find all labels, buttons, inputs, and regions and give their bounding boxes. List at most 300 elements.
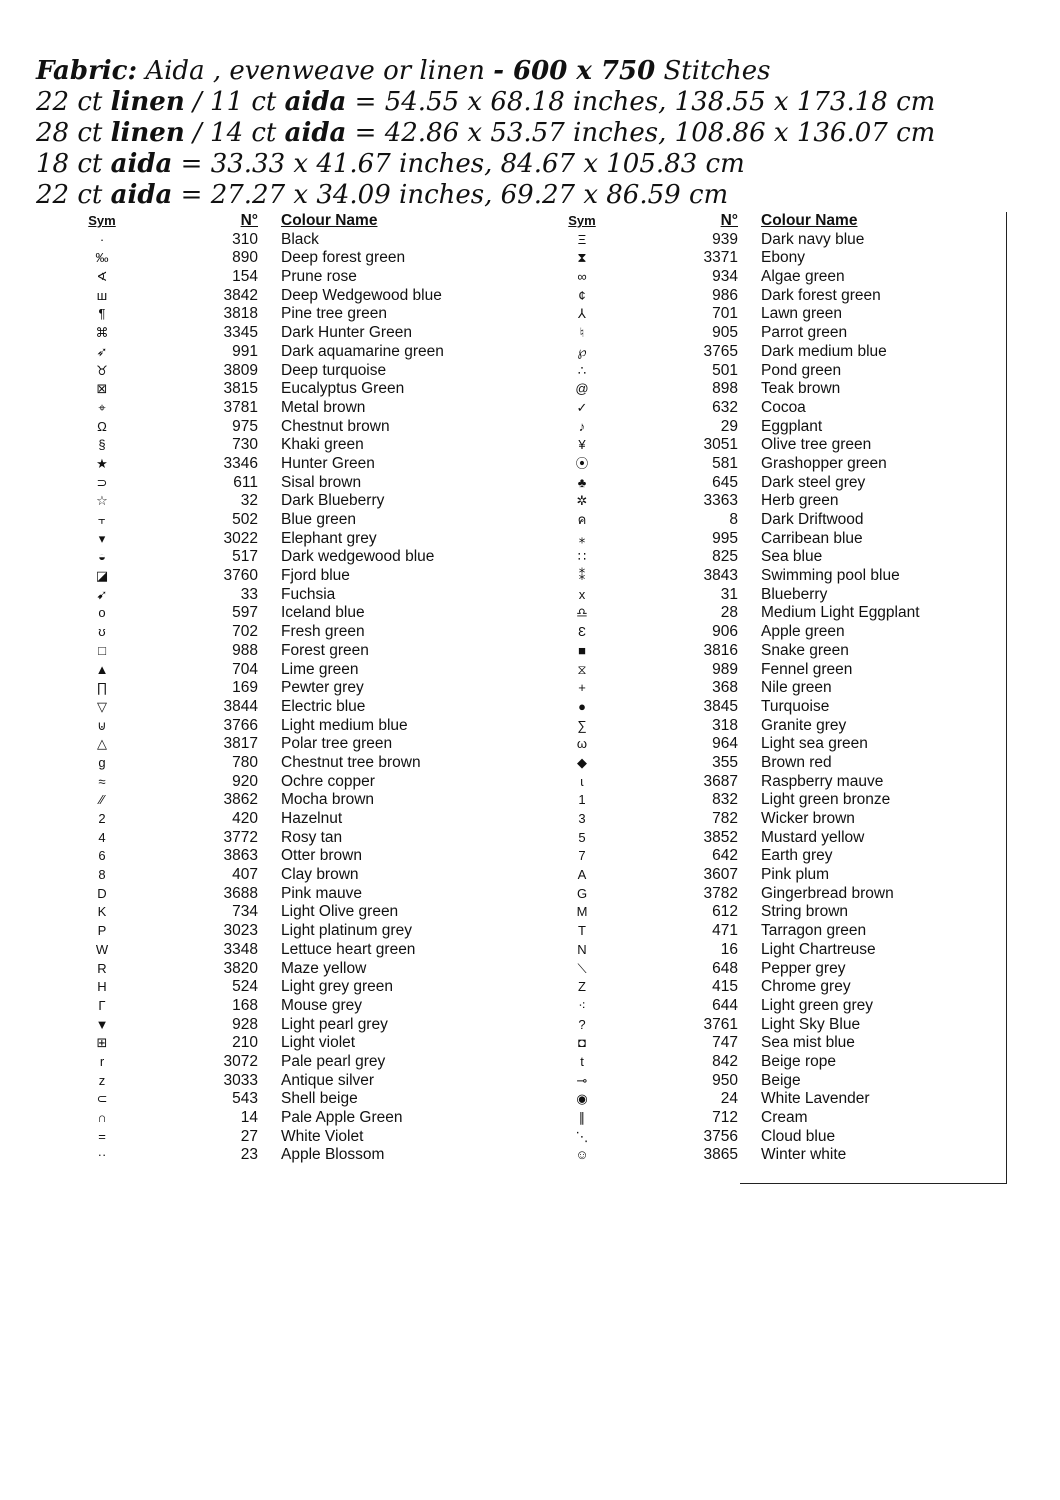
thread-symbol: ● [578, 698, 586, 714]
thread-number: 986 [712, 286, 738, 304]
thread-number: 3051 [703, 436, 738, 454]
thread-symbol: t [580, 1053, 584, 1069]
colour-name: Pink mauve [281, 884, 362, 902]
thread-symbol: ∩ [97, 1110, 107, 1125]
thread-symbol: · [99, 231, 105, 247]
thread-number: 939 [712, 230, 738, 248]
thread-number: 3363 [703, 492, 738, 510]
thread-number: 782 [712, 810, 738, 827]
colour-name: Lime green [281, 660, 359, 678]
colour-name: Medium Light Eggplant [761, 604, 920, 622]
thread-number: 3348 [223, 940, 258, 958]
thread-symbol: ✓ [576, 399, 588, 415]
colour-name: Antique silver [281, 1071, 375, 1089]
colour-name: Cloud blue [761, 1127, 836, 1145]
thread-symbol: ค [577, 512, 587, 527]
colour-name: Nile green [761, 679, 832, 697]
colour-name: Pepper grey [761, 959, 846, 977]
size-line-22ct-linen [36, 87, 1036, 118]
thread-symbol: ·· [97, 1147, 107, 1163]
thread-symbol: ⫟ [98, 512, 106, 527]
thread-symbol: ⧖ [577, 661, 587, 677]
colour-name: Lettuce heart green [281, 940, 416, 958]
thread-symbol: 1 [578, 792, 586, 808]
colour-name: Lawn green [761, 305, 843, 323]
thread-number: 3766 [223, 716, 258, 734]
thread-number: 210 [232, 1034, 258, 1052]
thread-number: 702 [232, 623, 258, 641]
thread-number: 642 [712, 847, 738, 865]
colour-name: Carribean blue [761, 529, 863, 547]
colour-name: Deep forest green [281, 249, 406, 267]
thread-symbol: ‰ [95, 250, 109, 266]
colour-name: Dark aquamarine green [281, 342, 444, 360]
thread-number: 906 [712, 623, 738, 641]
colour-name: Snake green [761, 641, 849, 659]
colour-name: Elephant grey [281, 529, 377, 547]
thread-number: 612 [712, 903, 738, 921]
thread-number: 14 [240, 1109, 258, 1126]
thread-number: 3816 [703, 641, 738, 659]
colour-name: Blueberry [761, 585, 828, 603]
thread-number: 3761 [703, 1015, 738, 1033]
thread-number: 704 [232, 660, 258, 678]
thread-number: 842 [712, 1052, 738, 1070]
thread-number: 3845 [703, 697, 738, 715]
thread-symbol: ♮ [579, 325, 585, 341]
sym-header: Sym [568, 213, 596, 228]
colour-name: Swimming pool blue [761, 567, 900, 585]
thread-number: 168 [232, 996, 258, 1014]
colour-name: Fuchsia [281, 585, 336, 603]
thread-number: 24 [720, 1090, 738, 1108]
thread-symbol: ∥ [578, 1110, 586, 1125]
thread-number: 310 [232, 230, 258, 248]
thread-symbol: ∑ [577, 717, 587, 733]
colour-name: Mouse grey [281, 996, 362, 1014]
thread-number: 318 [712, 716, 738, 734]
thread-number: 995 [712, 529, 738, 547]
thread-number: 3688 [223, 884, 258, 902]
thread-symbol: ➶ [96, 343, 108, 359]
colour-name: Light violet [281, 1034, 356, 1052]
thread-number: 502 [232, 511, 258, 528]
colour-name: Polar tree green [281, 735, 393, 753]
thread-symbol: r [99, 1053, 105, 1069]
thread-number: 597 [232, 604, 258, 622]
thread-number: 32 [240, 492, 258, 510]
thread-symbol: ⌘ [95, 325, 109, 341]
colour-name: Prune rose [281, 268, 357, 286]
thread-symbol: ¢ [578, 287, 586, 303]
colour-name: Rosy tan [281, 828, 343, 846]
material-label: linen [110, 118, 185, 148]
colour-name: Electric blue [281, 697, 366, 715]
thread-symbol: ∏ [96, 680, 108, 696]
count-label: 22 ct [36, 87, 111, 117]
thread-symbol: ✲ [576, 493, 588, 509]
material-label: aida [110, 180, 173, 210]
colour-name: Khaki green [281, 436, 364, 454]
thread-symbol: Ɛ [578, 624, 586, 640]
colour-name: Pewter grey [281, 679, 364, 697]
thread-symbol: ◪ [95, 568, 109, 584]
colour-name: Light green bronze [761, 791, 891, 809]
thread-symbol: o [98, 605, 106, 621]
thread-number: 747 [712, 1034, 738, 1052]
colour-name: Shell beige [281, 1090, 358, 1108]
fabric-label: Fabric: [36, 56, 138, 86]
colour-name: Cocoa [761, 398, 806, 416]
thread-number: 16 [720, 940, 738, 958]
colour-name: Gingerbread brown [761, 884, 894, 902]
colour-name: Dark medium blue [761, 342, 887, 360]
colour-name: Beige [761, 1071, 801, 1089]
dimensions: = 33.33 x 41.67 inches, 84.67 x 105.83 cm [172, 149, 745, 179]
thread-number: 3865 [703, 1146, 738, 1164]
thread-symbol: ∴ [577, 362, 587, 378]
thread-number: 712 [712, 1109, 738, 1126]
thread-symbol: ɩ [580, 773, 584, 789]
thread-number: 8 [729, 511, 738, 528]
thread-symbol: Z [578, 979, 586, 995]
thread-symbol: G [576, 885, 588, 901]
thread-symbol: □ [98, 642, 106, 658]
thread-number: 3345 [223, 324, 258, 342]
colour-name: Light Sky Blue [761, 1015, 861, 1033]
thread-number: 920 [232, 772, 258, 790]
colour-name: Earth grey [761, 847, 833, 865]
material-label: aida [110, 149, 173, 179]
thread-number: 23 [240, 1146, 258, 1164]
thread-number: 3782 [703, 884, 738, 902]
thread-symbol: K [97, 904, 107, 920]
thread-symbol: ¥ [578, 437, 586, 453]
thread-symbol: N [577, 941, 587, 957]
colour-name: Mustard yellow [761, 828, 865, 846]
colour-name: Olive tree green [761, 436, 872, 454]
thread-symbol: ♣ [577, 474, 587, 490]
thread-number: 3687 [703, 772, 738, 790]
thread-symbol: ⁑ [578, 568, 586, 584]
colour-name: Clay brown [281, 866, 359, 884]
material-label: aida [284, 87, 347, 117]
thread-symbol: ∷ [577, 549, 587, 565]
colour-name: Chrome grey [761, 978, 851, 996]
thread-number: 517 [232, 548, 258, 566]
thread-number: 645 [712, 473, 738, 491]
colour-name: Metal brown [281, 398, 366, 416]
colour-name: Parrot green [761, 324, 848, 342]
colour-name: String brown [761, 903, 849, 921]
thread-number: 543 [232, 1090, 258, 1108]
colour-name: Light Olive green [281, 903, 399, 921]
thread-number: 524 [232, 978, 258, 996]
colour-name: Sea blue [761, 548, 823, 566]
thread-symbol: R [97, 960, 107, 976]
colour-name: Fresh green [281, 623, 365, 641]
size-line-18ct-aida [36, 149, 1036, 180]
thread-symbol: g [98, 754, 106, 770]
thread-number: 934 [712, 268, 738, 286]
thread-number: 825 [712, 548, 738, 566]
stitches-label: Stitches [655, 56, 771, 86]
thread-number: 905 [712, 324, 738, 342]
thread-number: 33 [240, 585, 258, 603]
thread-symbol: ⊍ [97, 717, 107, 733]
thread-symbol: ⌖ [98, 399, 106, 415]
thread-number: 154 [232, 268, 258, 286]
dimensions: = 54.55 x 68.18 inches, 138.55 x 173.18 cm [346, 87, 936, 117]
thread-symbol: ⁖ [578, 997, 586, 1013]
colour-name: Light platinum grey [281, 922, 412, 940]
colour-name: Pink plum [761, 866, 830, 884]
colour-name: Apple Blossom [281, 1146, 385, 1164]
thread-symbol: ☺ [575, 1147, 589, 1163]
thread-symbol: ♪ [578, 418, 586, 434]
thread-symbol: ★ [96, 455, 108, 471]
thread-symbol: P [97, 923, 107, 939]
colour-name: Eggplant [761, 417, 823, 435]
thread-symbol: ∞ [577, 269, 587, 285]
colour-name: Deep turquoise [281, 361, 387, 379]
thread-number: 3815 [223, 380, 258, 398]
thread-symbol: ☆ [96, 493, 108, 509]
colour-name: Pond green [761, 361, 842, 379]
colour-name-header: Colour Name [761, 212, 858, 229]
colour-name: Cream [761, 1109, 808, 1126]
colour-name: Forest green [281, 641, 369, 659]
thread-number: 3765 [703, 342, 738, 360]
colour-name: Algae green [761, 268, 845, 286]
thread-number: 3809 [223, 361, 258, 379]
thread-symbol: ◘ [578, 1035, 586, 1051]
colour-name-header: Colour Name [281, 212, 378, 229]
colour-name: Hunter Green [281, 454, 375, 472]
thread-number: 3760 [223, 567, 258, 585]
thread-symbol: x [578, 586, 586, 602]
thread-number: 3843 [703, 567, 738, 585]
thread-number: 368 [712, 679, 738, 697]
colour-name: Beige rope [761, 1052, 836, 1070]
thread-symbol: D [97, 885, 107, 901]
colour-name: Sea mist blue [761, 1034, 855, 1052]
number-header: N° [240, 212, 258, 229]
thread-number: 28 [720, 604, 738, 622]
colour-name: Dark Blueberry [281, 492, 385, 510]
thread-number: 3817 [223, 735, 258, 753]
colour-name: Fjord blue [281, 567, 350, 585]
thread-number: 964 [712, 735, 738, 753]
thread-symbol: ⋱ [575, 1128, 589, 1144]
colour-name: Granite grey [761, 716, 847, 734]
thread-symbol: @ [575, 381, 589, 397]
thread-symbol: ∢ [96, 269, 108, 285]
thread-number: 27 [240, 1127, 258, 1145]
colour-name: Maze yellow [281, 959, 367, 977]
size-line-28ct-linen [36, 118, 1036, 149]
sym-header: Sym [88, 213, 116, 228]
thread-symbol: 7 [578, 848, 586, 864]
thread-symbol: T [578, 923, 586, 939]
material-label: linen [110, 87, 185, 117]
thread-number: 648 [712, 959, 738, 977]
thread-symbol: Ω [97, 418, 107, 434]
thread-symbol: ▼ [95, 1016, 109, 1032]
thread-number: 29 [720, 417, 738, 435]
thread-symbol: ⊞ [96, 1035, 108, 1051]
colour-name: Blue green [281, 511, 356, 528]
thread-symbol: △ [97, 736, 107, 752]
thread-symbol: ℘ [577, 343, 587, 359]
thread-symbol: M [576, 904, 588, 920]
thread-number: 632 [712, 398, 738, 416]
thread-number: 3607 [703, 866, 738, 884]
dimensions: = 42.86 x 53.57 inches, 108.86 x 136.07 cm [346, 118, 936, 148]
colour-name: Mocha brown [281, 791, 375, 809]
thread-symbol: ≈ [98, 773, 106, 789]
thread-symbol: Γ [98, 997, 106, 1013]
colour-name: Turquoise [761, 697, 830, 715]
thread-number: 701 [712, 305, 738, 323]
thread-number: 730 [232, 436, 258, 454]
size-line-22ct-aida [36, 180, 1036, 211]
thread-symbol: ⊃ [96, 474, 108, 490]
thread-symbol: ⅄ [578, 306, 586, 322]
thread-number: 3781 [223, 398, 258, 416]
bottom-border-line [740, 1183, 1007, 1184]
thread-symbol: ? [578, 1016, 586, 1032]
thread-symbol: ⁄⁄ [99, 792, 105, 808]
thread-symbol: 3 [578, 811, 586, 826]
thread-symbol: A [577, 867, 587, 883]
colour-name: Eucalyptus Green [281, 380, 405, 398]
thread-number: 780 [232, 753, 258, 771]
thread-symbol: Ξ [577, 231, 587, 247]
thread-number: 169 [232, 679, 258, 697]
colour-name: Dark forest green [761, 286, 881, 304]
thread-number: 3022 [223, 529, 258, 547]
thread-symbol: = [98, 1128, 106, 1144]
thread-symbol: 6 [98, 848, 106, 864]
thread-number: 3772 [223, 828, 258, 846]
colour-name: Black [281, 230, 319, 248]
thread-symbol: H [97, 979, 107, 995]
thread-symbol: ♉ [96, 362, 108, 378]
colour-name: Chestnut tree brown [281, 753, 421, 771]
thread-number: 3844 [223, 697, 258, 715]
thread-number: 3756 [703, 1127, 738, 1145]
thread-number: 988 [232, 641, 258, 659]
thread-number: 3023 [223, 922, 258, 940]
count-label: 22 ct [36, 180, 111, 210]
thread-symbol: 8 [98, 867, 106, 883]
thread-number: 991 [232, 342, 258, 360]
thread-symbol: ⧗ [577, 250, 587, 266]
colour-name: Hazelnut [281, 810, 343, 827]
thread-number: 31 [720, 585, 738, 603]
thread-symbol: ■ [578, 642, 586, 658]
thread-symbol: ⟍ [577, 960, 587, 976]
thread-number: 407 [232, 866, 258, 884]
thread-number: 3072 [223, 1052, 258, 1070]
thread-symbol: ◉ [576, 1091, 588, 1107]
colour-name: Ochre copper [281, 772, 375, 790]
colour-name: Otter brown [281, 847, 362, 865]
thread-symbol: z [98, 1072, 106, 1088]
thread-symbol: ⊂ [96, 1091, 108, 1107]
fabric-types: Aida , evenweave or linen [137, 56, 494, 86]
colour-name: Dark Hunter Green [281, 324, 412, 342]
colour-name: Teak brown [761, 380, 841, 398]
thread-symbol: § [98, 437, 106, 453]
colour-name: White Lavender [761, 1090, 870, 1108]
number-header: N° [720, 212, 738, 229]
thread-symbol: ⁎ [578, 530, 586, 546]
colour-name: Wicker brown [761, 810, 855, 827]
thread-number: 355 [712, 753, 738, 771]
thread-symbol: ⦿ [575, 455, 589, 471]
count-label: 28 ct [36, 118, 111, 148]
thread-number: 420 [232, 810, 258, 827]
right-border-line [1006, 212, 1007, 1184]
fabric-header [36, 56, 1036, 211]
colour-name: Fennel green [761, 660, 853, 678]
thread-number: 471 [712, 922, 738, 940]
colour-name: Light Chartreuse [761, 940, 876, 958]
thread-number: 3863 [223, 847, 258, 865]
thread-number: 890 [232, 249, 258, 267]
thread-symbol: ʊ [98, 624, 106, 640]
thread-number: 415 [712, 978, 738, 996]
colour-name: Pale pearl grey [281, 1052, 386, 1070]
colour-name: Tarragon green [761, 922, 867, 940]
thread-number: 611 [233, 473, 258, 491]
colour-name: Dark wedgewood blue [281, 548, 435, 566]
colour-name: Raspberry mauve [761, 772, 884, 790]
thread-number: 3371 [703, 249, 738, 267]
thread-symbol: 5 [578, 829, 586, 845]
thread-number: 3346 [223, 454, 258, 472]
colour-name: Iceland blue [281, 604, 365, 622]
thread-symbol: 2 [98, 811, 106, 826]
fabric-dash: - [493, 56, 514, 86]
colour-name: Herb green [761, 492, 839, 510]
thread-number: 644 [712, 996, 738, 1014]
thread-symbol: ⊸ [576, 1072, 588, 1088]
thread-number: 3852 [703, 828, 738, 846]
colour-name: Winter white [761, 1146, 847, 1164]
thread-symbol: ♎ [576, 605, 588, 621]
thread-number: 950 [712, 1071, 738, 1089]
colour-name: Light grey green [281, 978, 394, 996]
thread-symbol: ◆ [577, 754, 587, 770]
thread-number: 501 [712, 361, 738, 379]
material-label: aida [284, 118, 347, 148]
count-label: 18 ct [36, 149, 111, 179]
thread-number: 928 [232, 1015, 258, 1033]
thread-symbol: + [578, 680, 586, 696]
thread-number: 581 [712, 454, 738, 472]
thread-symbol: ¶ [98, 306, 106, 322]
thread-symbol: ω [576, 736, 588, 752]
thread-symbol: ▾ [98, 530, 106, 546]
colour-name: White Violet [281, 1127, 364, 1145]
thread-symbol: ➹ [96, 586, 108, 602]
colour-name: Brown red [761, 753, 832, 771]
thread-number: 898 [712, 380, 738, 398]
colour-name: Deep Wedgewood blue [281, 286, 442, 304]
